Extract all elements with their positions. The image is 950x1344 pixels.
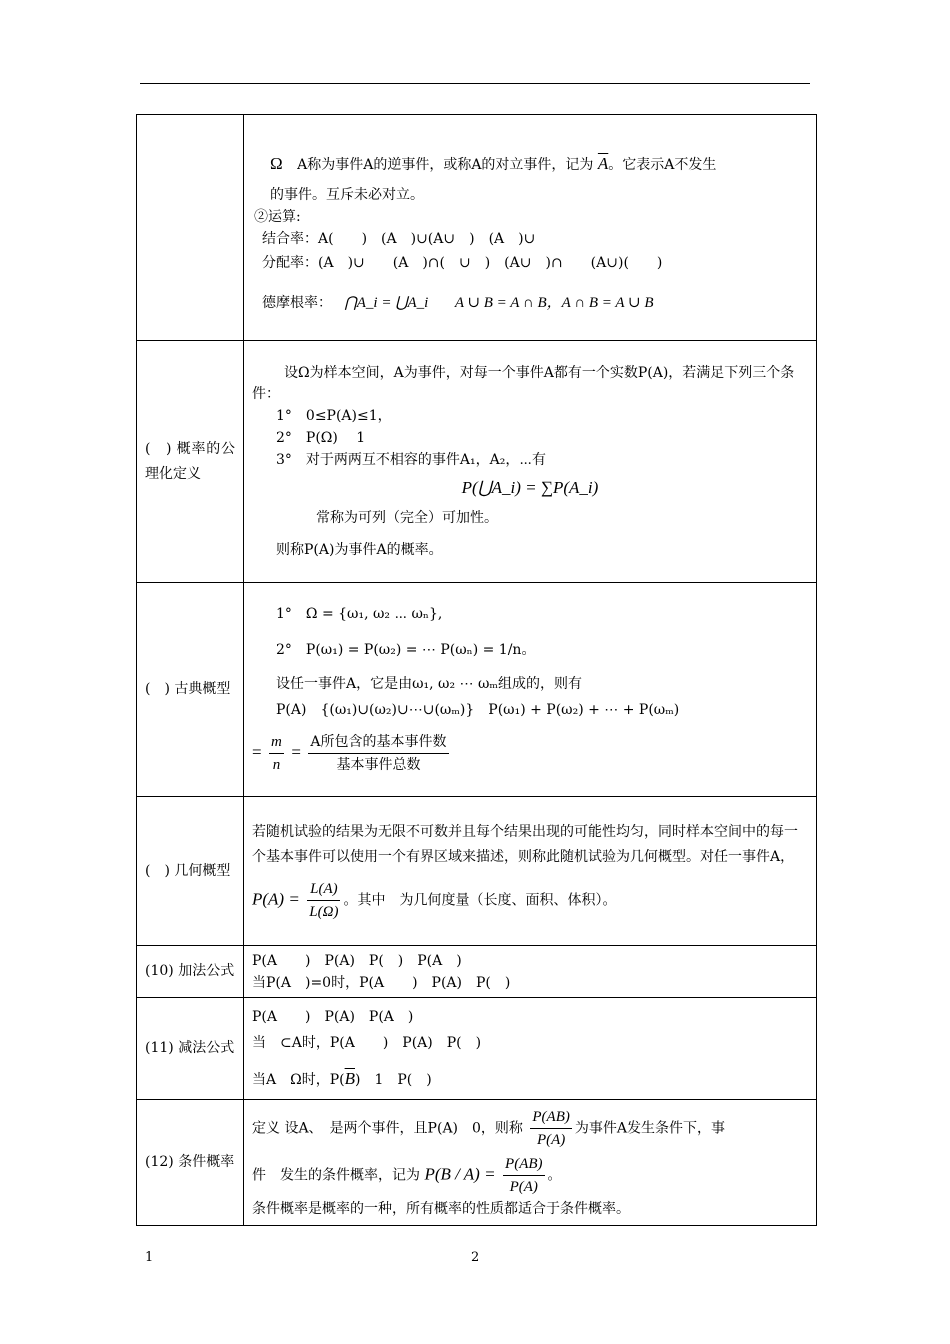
conditional-notation-prefix: 件 发生的条件概率，记为 <box>252 1167 420 1183</box>
table-row <box>137 341 817 583</box>
complement-note: 的事件。互斥未必对立。 <box>270 187 424 203</box>
conditional-note: 条件概率是概率的一种，所有概率的性质都适合于条件概率。 <box>252 1200 630 1217</box>
demorgan-label: 德摩根率： <box>262 295 332 311</box>
geometric-definition: 若随机试验的结果为无限不可数并且每个结果出现的可能性均匀，同时样本空间中的每一个基本事件可以使用一个有界区域来描述，则称此随机试验为几何概型。对任一事件A， <box>252 823 798 865</box>
table-row <box>137 1100 817 1226</box>
row-content <box>244 341 817 583</box>
footer-left-number: 1 <box>145 1250 154 1265</box>
conditional-def-prefix: 定义 设A、 是两个事件，且P(A) 0，则称 <box>252 1120 523 1136</box>
classical-condition-1: 1° Ω = {ω₁, ω₂ ⋯ ωₙ}, <box>276 606 443 622</box>
classical-probability-fraction <box>308 731 448 776</box>
addition-formula: P(A ) P(A) P( ) P(A ) <box>252 952 462 969</box>
row-label: (10) 加法公式 <box>137 946 244 998</box>
table-row <box>137 583 817 797</box>
classical-event-desc: 设任一事件A，它是由ω₁, ω₂ ⋯ ωₘ组成的，则有 <box>276 676 582 692</box>
formula-table <box>136 114 817 1226</box>
addition-special-case: 当P(A )=0时，P(A ) P(A) P( ) <box>252 974 511 991</box>
subtraction-formula: P(A ) P(A) P(A ) <box>252 1009 414 1025</box>
row-label: (12) 条件概率 <box>137 1100 244 1226</box>
row-label <box>137 115 244 341</box>
conditional-def-suffix: 为事件A发生条件下，事 <box>574 1120 725 1136</box>
demorgan-formula-2: A ∪ B = A ∩ B，A ∩ B = A ∪ B <box>454 295 654 311</box>
additivity-note: 常称为可列（完全）可加性。 <box>316 509 498 526</box>
row-content: 1° Ω = {ω₁, ω₂ ⋯ ωₙ}, 2° P(ω₁) = P(ω₂) = ⋯ P(ωₙ) = 1/n。 设任一事件A，它是由ω₁, ω₂ ⋯ ωₘ组成的，则有 P(A) {(ω₁)∪(ω₂)∪⋯∪(ωₘ)} P(ω₁) + P(ω₂) + ⋯ + P(ωₘ) = $\frac{m}{n}$ = $\frac{\text{A所包含的基本事件数}}{\text{基本事件总数}}$ <box>244 583 817 797</box>
distributive-law: 分配率：(A )∪ (A )∩( ∪ ) (A∪ )∩ (A∪)( ) <box>262 255 663 271</box>
complement-definition: A称为事件A的逆事件，或称A的对立事件，记为 <box>297 157 594 173</box>
probability-definition: 则称P(A)为事件A的概率。 <box>276 541 443 558</box>
subtraction-subset-case: 当 ⊂A时，P(A ) P(A) P( ) <box>252 1035 482 1051</box>
row-content <box>244 115 817 341</box>
complement-symbol: $\overline{A}$ <box>597 154 609 173</box>
row-label: ( ) 古典概型 <box>137 583 244 797</box>
header-rule <box>140 83 810 84</box>
page-number: 2 <box>471 1250 480 1265</box>
axiom-3: 3° 对于两两互不相容的事件A₁，A₂，⋯有 <box>276 451 546 468</box>
classical-condition-2: 2° P(ω₁) = P(ω₂) = ⋯ P(ωₙ) = 1/n。 <box>276 642 536 658</box>
associative-law: 结合率：A( ) (A )∪(A∪ ) (A )∪ <box>262 231 536 247</box>
row-label: ( ) 概率的公理化定义 <box>137 341 244 583</box>
conditional-notation-end: 。 <box>547 1167 562 1183</box>
table-row <box>137 797 817 946</box>
row-content: 定义 设A、 是两个事件，且P(A) 0，则称 $\frac{P(AB)}{P(A)}$ 为事件A发生条件下，事 件 发生的条件概率，记为 P(B / A) = $\frac{P(AB)}{P(A)}$ 。 条件概率是概率的一种，所有概率的性质都适合于条件概率。 <box>244 1100 817 1226</box>
table-row <box>137 946 817 998</box>
complement-case-prefix: 当A Ω时，P( <box>252 1072 345 1088</box>
table-row <box>137 998 817 1100</box>
demorgan-formula-1: ⋂A_i = ⋃A_i <box>344 295 429 311</box>
table-row <box>137 115 817 341</box>
fraction-numerator: A所包含的基本事件数 <box>308 731 448 754</box>
row-content: 若随机试验的结果为无限不可数并且每个结果出现的可能性均匀，同时样本空间中的每一个基本事件可以使用一个有界区域来描述，则称此随机试验为几何概型。对任一事件A， P(A) = $\frac{L(A)}{L(\Omega)}$ 。其中 为几何度量（长度、面积、体积）。 <box>244 797 817 946</box>
operations-heading: ②运算: <box>254 209 301 225</box>
axiom-2: 2° P(Ω) 1 <box>276 429 366 446</box>
classical-event-formula: P(A) {(ω₁)∪(ω₂)∪⋯∪(ωₘ)} P(ω₁) + P(ω₂) + ⋯ + P(ωₘ) <box>276 702 680 718</box>
omega-symbol: Ω <box>270 154 283 173</box>
row-label: ( ) 几何概型 <box>137 797 244 946</box>
geometric-measure-note: 。其中 为几何度量（长度、面积、体积）。 <box>343 892 617 908</box>
axiom-1: 1° 0≤P(A)≤1， <box>276 407 392 424</box>
row-content <box>244 946 817 998</box>
countable-additivity-formula: P(⋃A_i) = ∑P(A_i) <box>461 477 599 497</box>
fraction-denominator: 基本事件总数 <box>336 757 421 773</box>
complement-case-suffix: ) 1 P( ) <box>355 1072 432 1088</box>
complement-b-symbol: $\overline{B}$ <box>344 1069 355 1088</box>
row-content <box>244 998 817 1100</box>
complement-definition-tail: 。它表示A不发生 <box>608 157 717 173</box>
axiom-intro: 设Ω为样本空间，A为事件，对每一个事件A都有一个实数P(A)，若满足下列三个条件： <box>252 364 795 402</box>
row-label: (11) 减法公式 <box>137 998 244 1100</box>
